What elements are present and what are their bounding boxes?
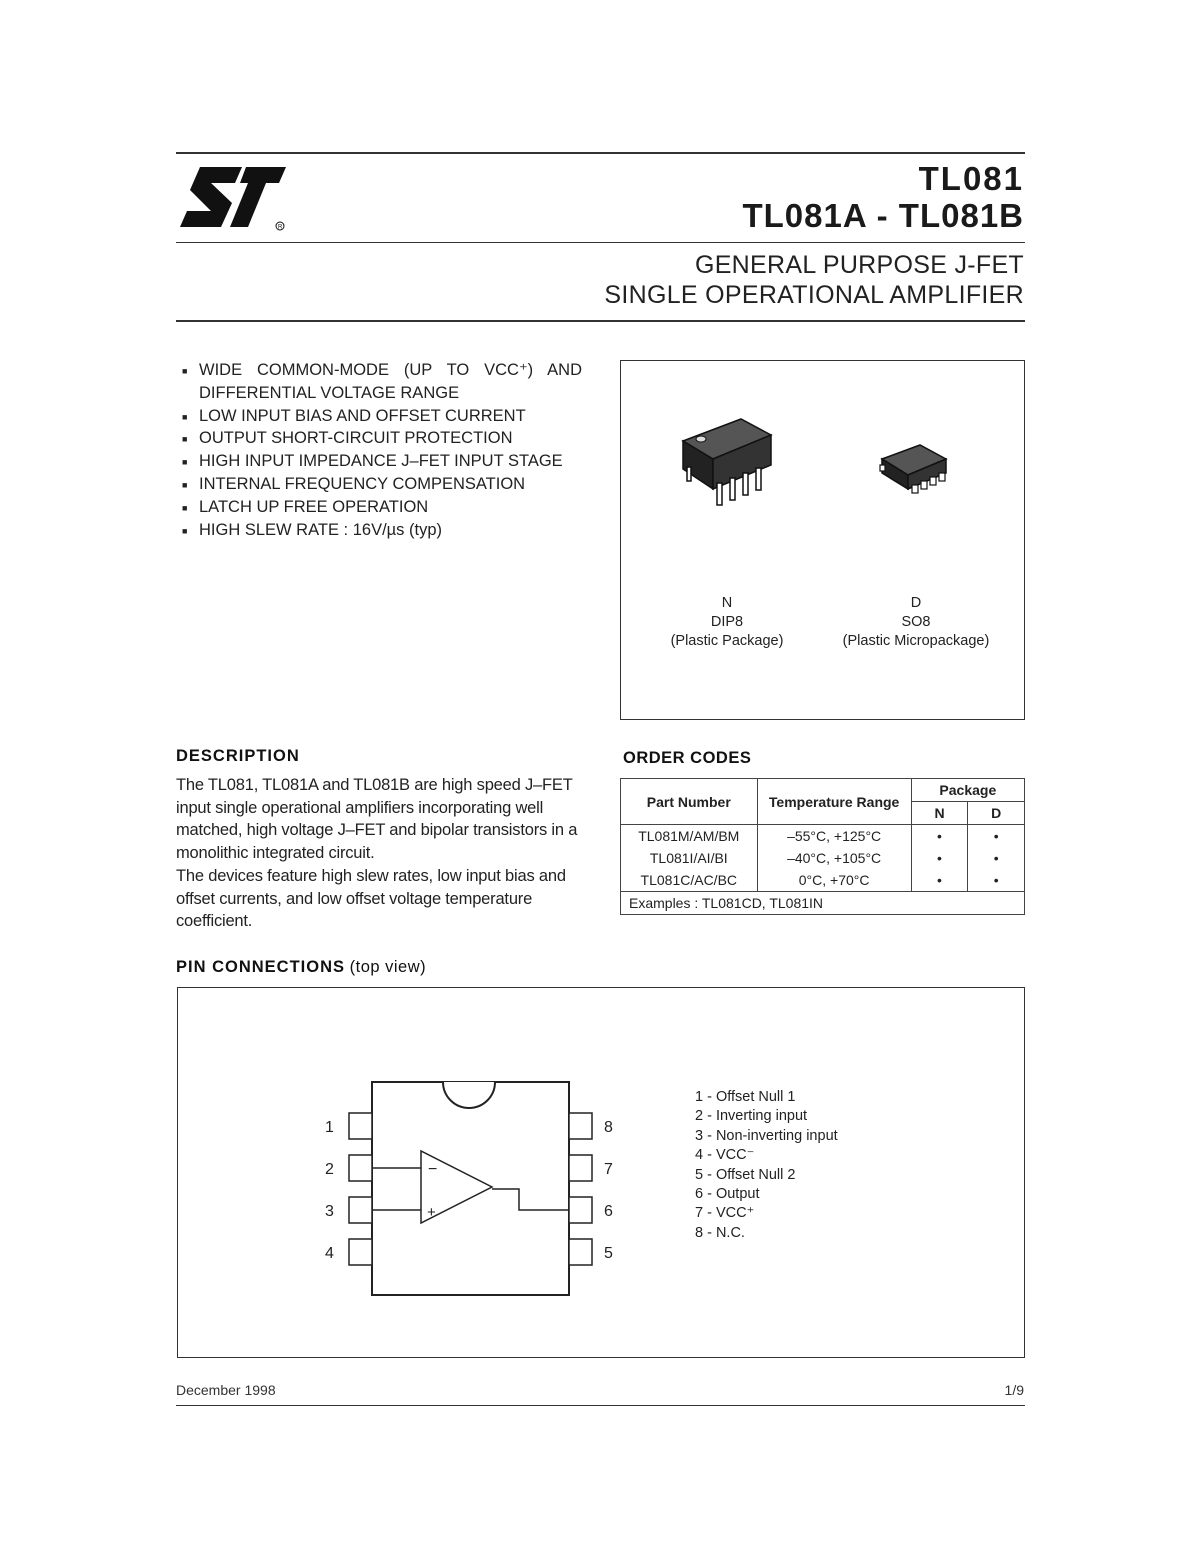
table-row [621, 847, 1025, 869]
pin-1-pad [349, 1113, 372, 1139]
pin-3-pad [349, 1197, 372, 1223]
order-codes-table [620, 778, 1025, 915]
feature-list [182, 359, 582, 541]
pin-number: 1 [325, 1119, 334, 1136]
dip8-desc: (Plastic Package) [670, 633, 784, 649]
col-part-number: Part Number [621, 779, 758, 825]
col-package: Package [911, 779, 1024, 802]
cell-part: TL081M/AM/BM [621, 825, 758, 848]
svg-text:R: R [278, 224, 283, 231]
feature-item: ■ WIDE COMMON-MODE (UP TO VCC⁺) AND DIFFERENTIAL VOLTAGE RANGE [182, 359, 582, 405]
pin-connections-note: (top view) [349, 958, 427, 976]
footer-rule [176, 1405, 1025, 1406]
feature-item: ■ OUTPUT SHORT-CIRCUIT PROTECTION [182, 427, 582, 450]
description-body [176, 774, 584, 934]
non-inverting-sign: + [427, 1204, 436, 1221]
pin-description: 8 - N.C. [695, 1224, 745, 1241]
inverting-sign: − [428, 1161, 438, 1178]
pin-6-pad [569, 1197, 592, 1223]
pin-description-list [695, 1088, 838, 1243]
feature-item: ■ INTERNAL FREQUENCY COMPENSATION [182, 473, 582, 496]
feature-item: ■ LATCH UP FREE OPERATION [182, 496, 582, 519]
col-package-d: D [968, 802, 1025, 825]
footer-date: December 1998 [176, 1382, 276, 1398]
cell-temp: 0°C, +70°C [757, 869, 911, 892]
so8-name: SO8 [901, 614, 931, 630]
pin-number: 8 [604, 1119, 613, 1136]
pin-number: 3 [325, 1203, 334, 1220]
part-variants-title: TL081A - TL081B [742, 197, 1024, 234]
ic-body [372, 1082, 569, 1295]
pin-5-pad [569, 1239, 592, 1265]
pin-connections-heading: PIN CONNECTIONS [176, 958, 346, 976]
cell-n: • [911, 825, 968, 848]
pin-7-pad [569, 1155, 592, 1181]
dip8-package-image [679, 413, 779, 513]
col-package-n: N [911, 802, 968, 825]
so8-package-image [876, 439, 956, 503]
pin-connections-box [177, 987, 1025, 1358]
cell-d: • [968, 869, 1025, 892]
pin-description: 3 - Non-inverting input [695, 1127, 838, 1144]
pin-2-pad [349, 1155, 372, 1181]
so8-code: D [910, 595, 922, 611]
st-logo [178, 163, 293, 233]
subtitle-line-2: SINGLE OPERATIONAL AMPLIFIER [604, 281, 1024, 309]
pin-description: 1 - Offset Null 1 [695, 1089, 796, 1105]
description-paragraph: The devices feature high slew rates, low input bias and offset currents, and low offset voltage temperature coefficient. [176, 867, 566, 930]
pinout-diagram [178, 988, 1024, 1357]
pin-description: 7 - VCC⁺ [695, 1205, 755, 1222]
dip8-code: N [721, 595, 733, 611]
pin-number: 4 [325, 1245, 334, 1262]
cell-part: TL081C/AC/BC [621, 869, 758, 892]
package-box [620, 360, 1025, 720]
subtitle-rule [176, 320, 1025, 322]
cell-d: • [968, 825, 1025, 848]
description-heading: DESCRIPTION [176, 747, 300, 765]
so8-label [816, 594, 1016, 651]
pin-description: 6 - Output [695, 1186, 760, 1203]
pin-number: 5 [604, 1245, 613, 1262]
pin-number: 2 [325, 1161, 334, 1178]
col-temperature-range: Temperature Range [757, 779, 911, 825]
page-number: 1/9 [1004, 1382, 1024, 1398]
pin-4-pad [349, 1239, 372, 1265]
feature-item: ■ HIGH INPUT IMPEDANCE J–FET INPUT STAGE [182, 450, 582, 473]
part-title: TL081 [918, 160, 1024, 197]
pin-8-pad [569, 1113, 592, 1139]
feature-item: ■ HIGH SLEW RATE : 16V/µs (typ) [182, 519, 582, 542]
table-row [621, 869, 1025, 892]
pin-number: 7 [604, 1161, 613, 1178]
pin-description: 2 - Inverting input [695, 1108, 808, 1125]
pin-connections-title [176, 958, 426, 977]
cell-temp: –55°C, +125°C [757, 825, 911, 848]
pin-number: 6 [604, 1203, 613, 1220]
ic-notch [443, 1082, 495, 1108]
pin-description: 4 - VCC⁻ [695, 1147, 755, 1164]
dip8-name: DIP8 [710, 614, 744, 630]
order-codes-heading: ORDER CODES [623, 749, 752, 767]
so8-desc: (Plastic Micropackage) [842, 633, 990, 649]
cell-temp: –40°C, +105°C [757, 847, 911, 869]
cell-n: • [911, 869, 968, 892]
description-paragraph: The TL081, TL081A and TL081B are high speed J–FET input single operational amplifiers incorporating well matched, high voltage J–FET and bipolar transistors in a monolithic integrated circuit. [176, 776, 578, 862]
pin-description: 5 - Offset Null 2 [695, 1166, 796, 1183]
feature-item: ■ LOW INPUT BIAS AND OFFSET CURRENT [182, 405, 582, 428]
cell-d: • [968, 847, 1025, 869]
table-row [621, 825, 1025, 848]
order-examples: Examples : TL081CD, TL081IN [621, 892, 1025, 915]
top-rule [176, 152, 1025, 154]
title-rule [176, 242, 1025, 243]
cell-n: • [911, 847, 968, 869]
subtitle-line-1: GENERAL PURPOSE J-FET [694, 251, 1024, 279]
dip8-label [627, 594, 827, 651]
cell-part: TL081I/AI/BI [621, 847, 758, 869]
